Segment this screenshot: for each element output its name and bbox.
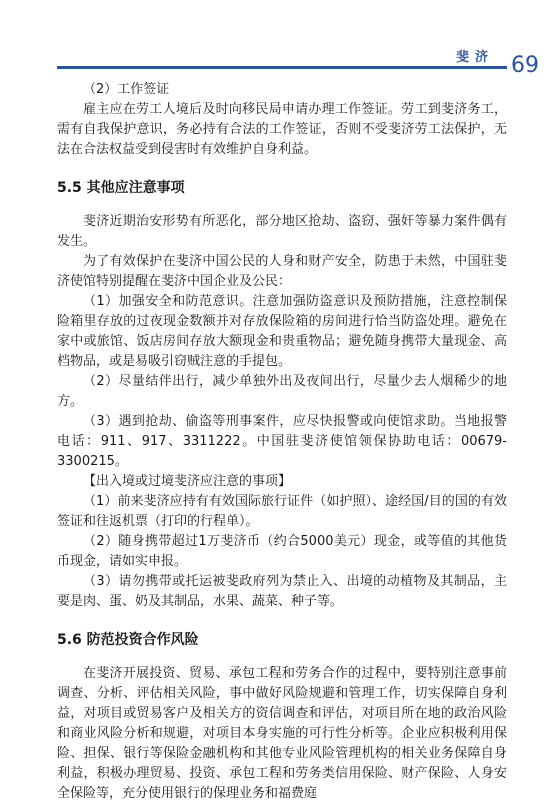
s55-item-1: （1）加强安全和防范意识。注意加强防盗意识及预防措施，注意控制保险箱里存放的过夜现金数额并对存放保险箱的房间进行恰当防盗处理。避免在家中或旅馆、饭店房间存放大额现金和贵重物品；避免随身携带大量现金、高档物品，或是易吸引窃贼注意的手提包。 — [57, 294, 507, 369]
entry-exit-heading: 【出入境或过境斐济应注意的事项】 — [83, 474, 292, 489]
work-visa-paragraph: 雇主应在劳工人境后及时向移民局申请办理工作签证。劳工到斐济务工，需有自我保护意识，务必持有合法的工作签证，否则不受斐济劳工法保护，无法在合法权益受到侵害时有效维护自身利益。 — [57, 102, 507, 157]
entry-exit-item-1: （1）前来斐济应持有有效国际旅行证件（如护照）、途经国/目的国的有效签证和往返机票（打印的行程单）。 — [57, 494, 507, 529]
page-header — [0, 0, 559, 78]
entry-exit-item-3: （3）请勿携带或托运被斐政府列为禁止入、出境的动植物及其制品，主要是肉、蛋、奶及其制品，水果、蔬菜、种子等。 — [57, 574, 507, 609]
s55-paragraph-1: 斐济近期治安形势有所恶化，部分地区抢劫、盗窃、强奸等暴力案件偶有发生。 — [57, 214, 507, 249]
section-5-6-title: 5.6 防范投资合作风险 — [57, 632, 199, 648]
section-5-5-title: 5.5 其他应注意事项 — [57, 180, 185, 196]
running-title: 斐济 — [456, 50, 495, 65]
s55-item-3: （3）遇到抢劫、偷盗等刑事案件，应尽快报警或向使馆求助。当地报警电话：911、917、3311222。中国驻斐济使馆领保协助电话：00679-3300215。 — [57, 414, 507, 469]
entry-exit-item-2: （2）随身携带超过1万斐济币（约合5000美元）现金，或等值的其他货币现金，请如实申报。 — [57, 534, 507, 569]
page-body — [57, 80, 507, 804]
header-rule — [57, 66, 507, 69]
page-number: 69 — [511, 53, 539, 78]
s55-item-2: （2）尽量结伴出行，减少单独外出及夜间出行，尽量少去人烟稀少的地方。 — [57, 374, 507, 409]
s56-paragraph-1: 在斐济开展投资、贸易、承包工程和劳务合作的过程中，要特别注意事前调查、分析、评估相关风险，事中做好风险规避和管理工作，切实保障自身利益，对项目或贸易客户及相关方的资信调查和评估，对项目所在地的政治风险和商业风险分析和规避，对项目本身实施的可行性分析等。企业应积极利用保险、担保、银行等保险金融机构和其他专业风险管理机构的相关业务保障自身利益，积极办理贸易、投资、承包工程和劳务类信用保险、财产保险、人身安全保险等，充分使用银行的保理业务和福费庭 — [57, 666, 507, 801]
s55-paragraph-2: 为了有效保护在斐济中国公民的人身和财产安全，防患于未然，中国驻斐济使馆特别提醒在斐济中国企业及公民： — [57, 254, 507, 289]
work-visa-subtitle: （2）工作签证 — [83, 82, 170, 97]
